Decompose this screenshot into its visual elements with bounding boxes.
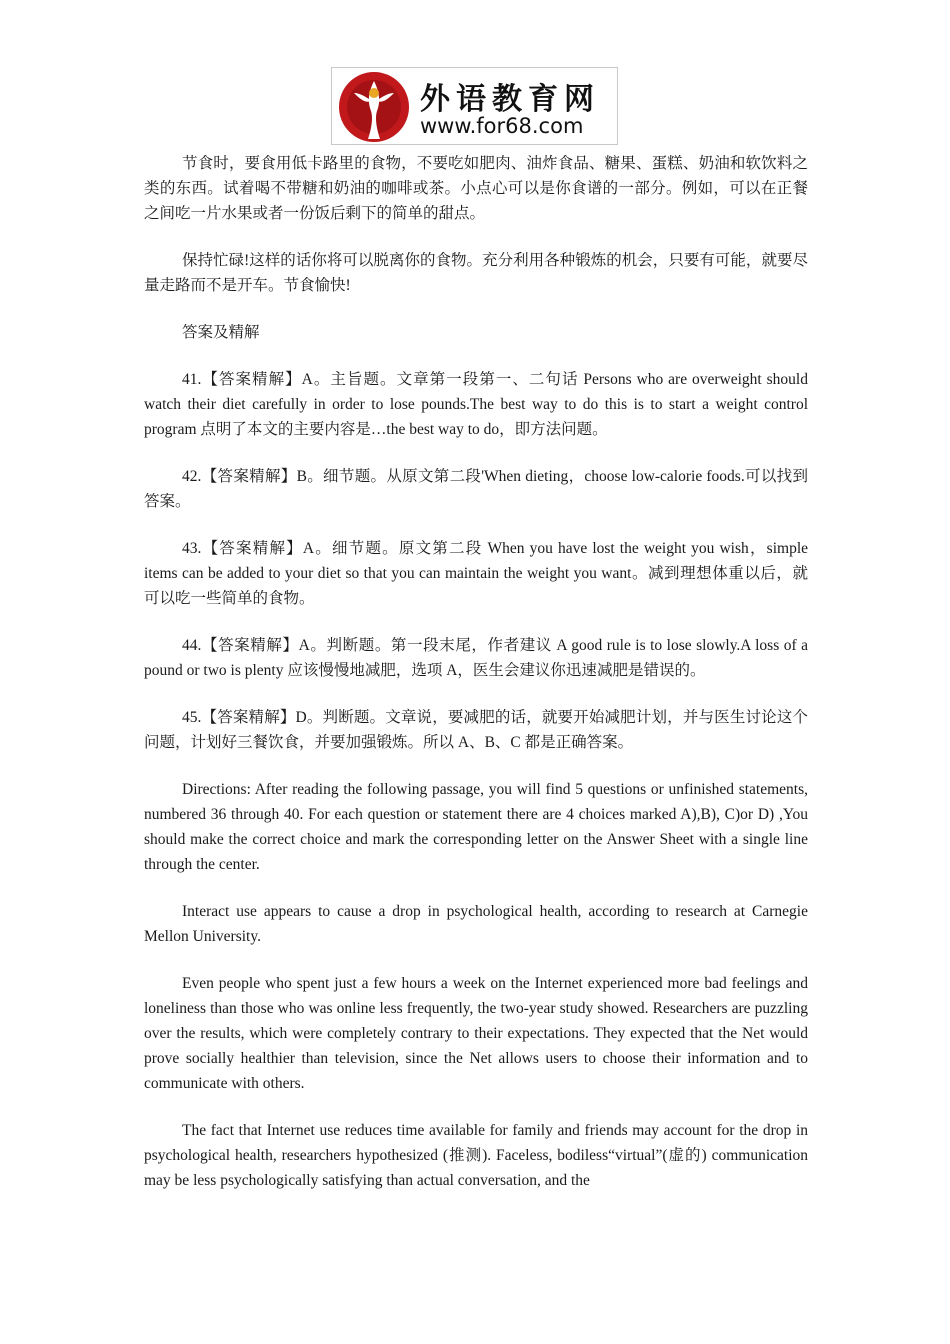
article-body bbox=[144, 151, 808, 1215]
answers-heading: 答案及精解 bbox=[182, 324, 260, 341]
paragraph-diet-foods: 节食时，要食用低卡路里的食物，不要吃如肥肉、油炸食品、糖果、蛋糕、奶油和软饮料之类的东西。试着喝不带糖和奶油的咖啡或茶。小点心可以是你食谱的一部分。例如，可以在正餐之间吃一片水果或者一份饭后剩下的简单的甜点。 bbox=[144, 155, 808, 222]
answer-42: 42.【答案精解】B。细节题。从原文第二段'When dieting，choose low-calorie foods.可以找到答案。 bbox=[144, 468, 808, 510]
passage-paragraph-2: Even people who spent just a few hours a week on the Internet experienced more bad feelings and loneliness than those who was online less frequently, the two-year study showed. Researchers are puzzling over the results, which were completely contrary to their expectations. They expected that the Net would prove socially healthier than television, since the Net allows users to choose their information and to communicate with others. bbox=[144, 975, 808, 1092]
paragraph-keep-busy: 保持忙碌!这样的话你将可以脱离你的食物。充分利用各种锻炼的机会，只要有可能，就要尽量走路而不是开车。节食愉快! bbox=[144, 252, 808, 294]
answer-45: 45.【答案精解】D。判断题。文章说，要减肥的话，就要开始减肥计划，并与医生讨论这个问题，计划好三餐饮食，并要加强锻炼。所以 A、B、C 都是正确答案。 bbox=[144, 709, 808, 751]
logo-site-name: 外语教育网 bbox=[420, 82, 600, 117]
logo-site-url: www.for68.com bbox=[420, 114, 584, 138]
directions-paragraph: Directions: After reading the following passage, you will find 5 questions or unfinished statements, numbered 36 through 40. For each question or statement there are 4 choices marked A),B), C)or D) ,You should make the correct choice and mark the corresponding letter on the Answer Sheet with a single line through the center. bbox=[144, 781, 808, 873]
answer-41: 41.【答案精解】A。主旨题。文章第一段第一、二句话 Persons who are overweight should watch their diet carefully in order to lose pounds.The best way to do this is to start a weight control program 点明了本文的主要内容是…the best way to do，即方法问题。 bbox=[144, 371, 808, 438]
passage-paragraph-3: The fact that Internet use reduces time available for family and friends may account for the drop in psychological health, researchers hypothesized (推测). Faceless, bodiless“virtual”(虚的) communication may be less psychologically satisfying than actual conversation, and the bbox=[144, 1122, 808, 1189]
passage-paragraph-1: Interact use appears to cause a drop in psychological health, according to research at Carnegie Mellon University. bbox=[144, 903, 808, 945]
site-logo bbox=[331, 67, 618, 145]
logo-emblem-icon bbox=[336, 71, 416, 143]
answer-44: 44.【答案精解】A。判断题。第一段末尾，作者建议 A good rule is to lose slowly.A loss of a pound or two is plenty 应该慢慢地减肥，选项 A，医生会建议你迅速减肥是错误的。 bbox=[144, 637, 808, 679]
answer-43: 43.【答案精解】A。细节题。原文第二段 When you have lost the weight you wish，simple items can be added to your diet so that you can maintain the weight you want。减到理想体重以后，就可以吃一些简单的食物。 bbox=[144, 540, 808, 607]
